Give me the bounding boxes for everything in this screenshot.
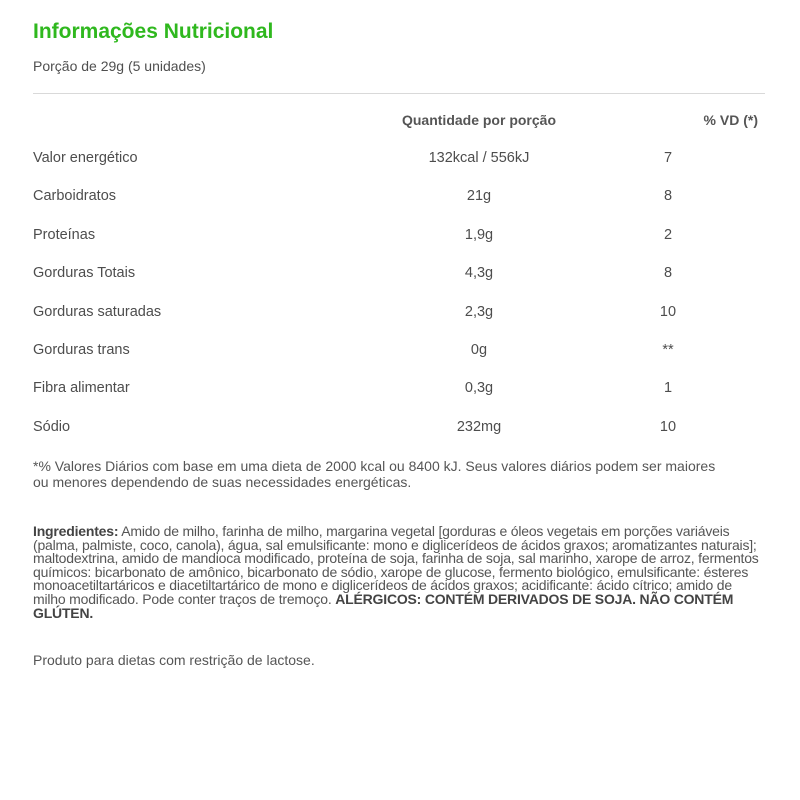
nutrient-name: Proteínas: [33, 226, 96, 243]
ingredients-paragraph: [33, 525, 759, 620]
nutrient-name: Gorduras saturadas: [33, 303, 162, 320]
nutrient-daily-value: 2: [663, 226, 673, 243]
column-header-daily-value: % VD (*): [703, 112, 758, 128]
table-row: [33, 380, 765, 418]
table-row: [33, 342, 765, 380]
nutrient-daily-value: 10: [659, 303, 677, 320]
table-row: [33, 265, 765, 303]
nutrient-quantity: 0,3g: [464, 380, 494, 397]
nutrient-daily-value: 7: [663, 150, 673, 166]
nutrient-quantity: 232mg: [456, 418, 502, 435]
portion-size: Porção de 29g (5 unidades): [33, 58, 206, 74]
page-title: Informações Nutricional: [33, 20, 274, 43]
nutrient-daily-value: 1: [663, 380, 673, 397]
nutrient-name: Gorduras trans: [33, 341, 130, 358]
ingredients-text: Amido de milho, farinha de milho, margarina vegetal [gorduras e óleos vegetais em porções variáveis (palma, palmiste, coco, canola), água, sal emulsificante: mono e diglicerídeos de ácidos graxos; aromatizantes naturais]; maltodextrina, amido de mandioca modificado, proteína de soja, farinha de soja, sal marinho, xarope de arroz, fermentos químicos: bicarbonato de amônico, bicarbonato de sódio, xarope de glucose, fermento biológico, emulsificante: ésteres monoacetiltartáricos e diacetiltartárico de mono e diglicerídeos de ácidos graxos; acidificante: ácido cítrico; amido de milho modificado. Pode conter traços de tremoço.: [33, 523, 759, 607]
nutrient-name: Fibra alimentar: [33, 380, 130, 397]
nutrition-table-header: [33, 112, 765, 132]
nutrient-quantity: 2,3g: [464, 303, 494, 320]
divider: [33, 93, 765, 94]
nutrient-daily-value: 8: [663, 188, 673, 205]
table-row: [33, 188, 765, 226]
column-header-quantity: Quantidade por porção: [401, 112, 556, 128]
nutrient-name: Valor energético: [33, 150, 138, 166]
nutrient-quantity: 0g: [470, 341, 488, 358]
allergens-warning: ALÉRGICOS: CONTÉM DERIVADOS DE SOJA. NÃO CONTÉM GLÚTEN.: [33, 590, 734, 621]
nutrient-daily-value: 10: [659, 418, 677, 435]
nutrient-name: Sódio: [33, 418, 71, 435]
nutrient-quantity: 21g: [466, 188, 492, 205]
nutrient-daily-value: 8: [663, 265, 673, 282]
nutrition-table: [33, 150, 765, 457]
table-row: [33, 150, 765, 188]
nutrient-quantity: 4,3g: [464, 265, 494, 282]
table-row: [33, 304, 765, 342]
lactose-note: Produto para dietas com restrição de lactose.: [33, 652, 315, 668]
daily-value-footnote: *% Valores Diários com base em uma dieta de 2000 kcal ou 8400 kJ. Seus valores diários podem ser maiores ou menores dependendo de suas necessidades energéticas.: [33, 458, 716, 490]
nutrient-name: Carboidratos: [33, 188, 117, 205]
nutrient-daily-value: **: [662, 341, 674, 358]
ingredients-label: Ingredientes:: [33, 523, 119, 539]
nutrient-quantity: 1,9g: [464, 226, 494, 243]
nutrient-name: Gorduras Totais: [33, 265, 136, 282]
table-row: [33, 227, 765, 265]
nutrient-quantity: 132kcal / 556kJ: [428, 150, 530, 166]
table-row: [33, 419, 765, 457]
